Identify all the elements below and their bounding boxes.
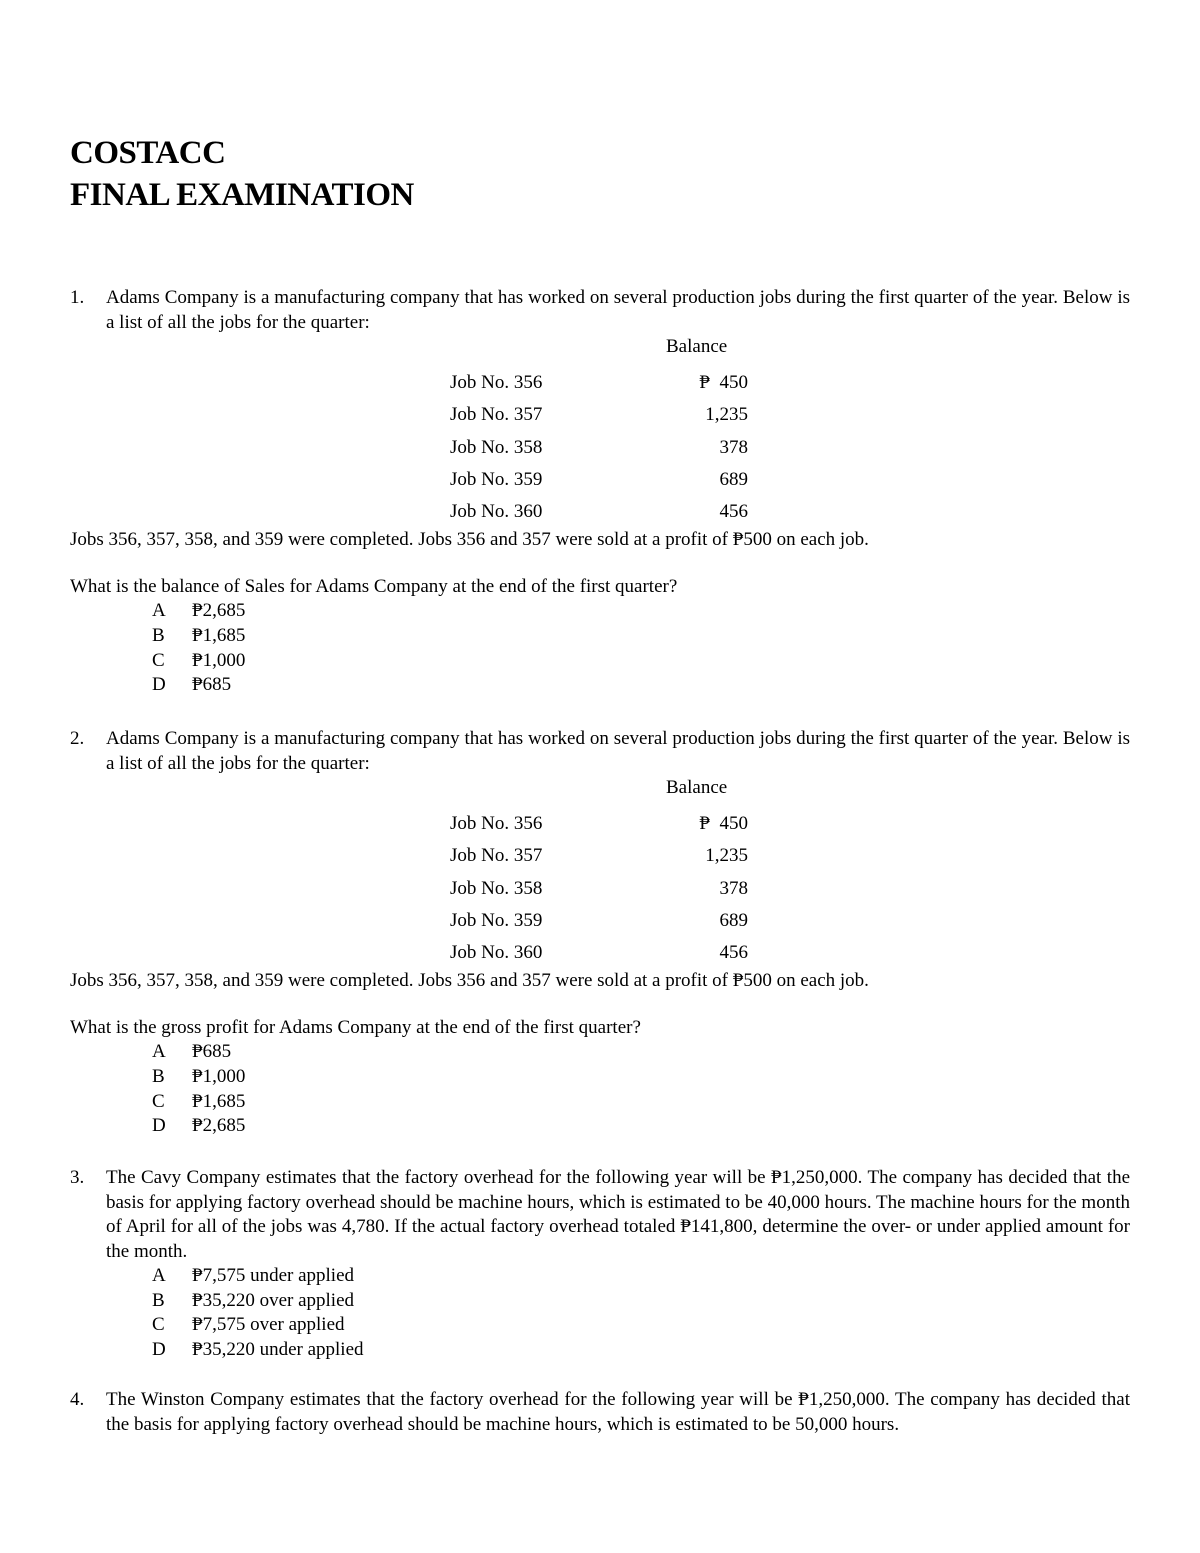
answer-choice (152, 1289, 1130, 1314)
question-text: Adams Company is a manufacturing company that has worked on several production jobs during the first quarter of the year. Below is a list of all the jobs for the quarter: (106, 287, 1130, 333)
job-label: Job No. 359 (450, 909, 543, 931)
choice-text: ₱1,685 (192, 1090, 246, 1112)
question-3 (70, 1166, 1130, 1362)
choice-letter: B (152, 1066, 165, 1088)
question-prompt: What is the gross profit for Adams Company at the end of the first quarter? (70, 1016, 641, 1038)
answer-choices (152, 1040, 1130, 1138)
choice-text: ₱7,575 under applied (192, 1265, 355, 1286)
job-balance: 689 (719, 909, 748, 931)
job-label: Job No. 360 (450, 942, 543, 964)
job-balance: 1,235 (705, 404, 748, 426)
answer-choice (152, 1114, 1130, 1139)
choice-letter: B (152, 1289, 165, 1311)
question-4 (70, 1388, 1130, 1437)
job-balance: 378 (719, 877, 748, 899)
job-balance: 1,235 (705, 845, 748, 867)
table-row (450, 937, 1130, 969)
job-label: Job No. 359 (450, 468, 543, 490)
answer-choice (152, 1090, 1130, 1115)
table-row (450, 840, 1130, 872)
table-row (450, 367, 1130, 399)
question-number: 3. (70, 1167, 85, 1188)
choice-letter: C (152, 1090, 165, 1112)
job-balance: ₱ 450 (699, 372, 748, 393)
job-label: Job No. 360 (450, 501, 543, 523)
job-label: Job No. 356 (450, 813, 543, 834)
choice-text: ₱685 (192, 674, 232, 696)
table-row (450, 464, 1130, 496)
table-row (450, 496, 1130, 528)
completion-note: Jobs 356, 357, 358, and 359 were completed. Jobs 356 and 357 were sold at a profit of ₱500 on each job. (70, 529, 869, 551)
question-2 (70, 727, 1130, 1139)
job-label: Job No. 357 (450, 845, 543, 867)
choice-text: ₱1,685 (192, 625, 246, 647)
choice-text: ₱1,000 (192, 1066, 246, 1088)
question-text: The Winston Company estimates that the factory overhead for the following year will be ₱1,250,000. The company has decided that the basis for applying factory overhead should be machine hours, which is estimated to be 50,000 hours. (106, 1389, 1130, 1435)
document-title (70, 132, 414, 216)
jobs-table (450, 335, 1130, 528)
job-balance: 456 (719, 942, 748, 964)
choice-letter: A (152, 1265, 166, 1286)
choice-letter: A (152, 1041, 166, 1063)
question-number: 2. (70, 728, 85, 749)
table-row (450, 399, 1130, 431)
answer-choices (152, 1264, 1130, 1362)
course-code: COSTACC (70, 135, 226, 171)
choice-letter: C (152, 1314, 165, 1336)
balance-header: Balance (666, 336, 728, 357)
job-balance: ₱ 450 (699, 813, 748, 834)
choice-letter: D (152, 1338, 166, 1360)
jobs-table (450, 776, 1130, 969)
choice-letter: D (152, 674, 166, 696)
choice-text: ₱2,685 (192, 600, 246, 622)
answer-choice (152, 1264, 1130, 1289)
job-balance: 689 (719, 468, 748, 490)
choice-letter: C (152, 649, 165, 671)
choice-text: ₱685 (192, 1041, 232, 1063)
question-1 (70, 286, 1130, 698)
table-row (450, 432, 1130, 464)
balance-header: Balance (666, 777, 728, 798)
job-label: Job No. 358 (450, 436, 543, 458)
answer-choices (152, 599, 1130, 697)
table-row (450, 808, 1130, 840)
exam-title: FINAL EXAMINATION (70, 177, 414, 213)
job-label: Job No. 356 (450, 372, 543, 393)
question-prompt: What is the balance of Sales for Adams Company at the end of the first quarter? (70, 575, 678, 597)
choice-letter: A (152, 600, 166, 622)
answer-choice (152, 649, 1130, 674)
answer-choice (152, 599, 1130, 624)
job-balance: 456 (719, 501, 748, 523)
choice-text: ₱1,000 (192, 649, 246, 671)
question-text: The Cavy Company estimates that the factory overhead for the following year will be ₱1,250,000. The company has decided that the basis for applying factory overhead should be machine hours, which is estimated to be 40,000 hours. The machine hours for the month of April for all of the jobs was 4,780. If the actual factory overhead totaled ₱141,800, determine the over- or under applied amount for the month. (106, 1167, 1130, 1262)
answer-choice (152, 624, 1130, 649)
job-balance: 378 (719, 436, 748, 458)
choice-text: ₱35,220 under applied (192, 1338, 364, 1360)
choice-text: ₱35,220 over applied (192, 1289, 355, 1311)
choice-text: ₱7,575 over applied (192, 1314, 345, 1336)
answer-choice (152, 1040, 1130, 1065)
table-row (450, 905, 1130, 937)
answer-choice (152, 1313, 1130, 1338)
question-number: 4. (70, 1389, 85, 1410)
answer-choice (152, 1065, 1130, 1090)
choice-text: ₱2,685 (192, 1115, 246, 1137)
answer-choice (152, 673, 1130, 698)
table-row (450, 873, 1130, 905)
answer-choice (152, 1338, 1130, 1363)
job-label: Job No. 357 (450, 404, 543, 426)
choice-letter: D (152, 1115, 166, 1137)
question-text: Adams Company is a manufacturing company that has worked on several production jobs during the first quarter of the year. Below is a list of all the jobs for the quarter: (106, 728, 1130, 774)
choice-letter: B (152, 625, 165, 647)
completion-note: Jobs 356, 357, 358, and 359 were completed. Jobs 356 and 357 were sold at a profit of ₱500 on each job. (70, 970, 869, 992)
job-label: Job No. 358 (450, 877, 543, 899)
question-number: 1. (70, 287, 85, 308)
